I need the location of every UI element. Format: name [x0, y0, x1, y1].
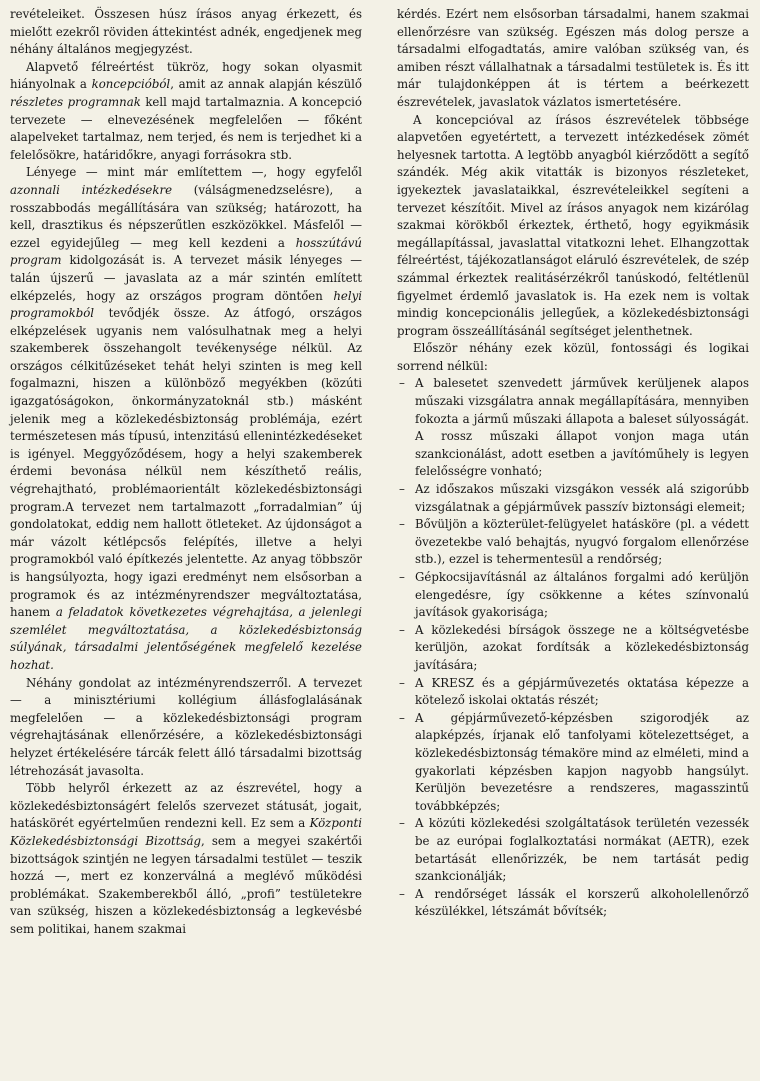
emphasis: a feladatok következetes végrehajtása, a jelenlegi szemlélet megváltoztatása, a közlekedésbiztonság súlyának, társadalmi jelentőségének megfelelő kezelése hozhat.	[10, 605, 362, 672]
paragraph	[10, 780, 362, 938]
emphasis: részletes programnak	[10, 94, 141, 109]
emphasis: helyi programokból	[10, 288, 362, 321]
text-run: , amit az annak alapján készülő	[170, 77, 362, 92]
list-item: – A közúti közlekedési szolgáltatások területén vezessék be az európai foglalkoztatási normákat (AETR), ezek betartását ellenőrizzék, be nem tartását pedig szankcionálják;	[397, 815, 749, 885]
list-item: – A rendőrséget lássák el korszerű alkoholellenőrző készülékkel, létszámát bővítsék;	[397, 886, 749, 921]
paragraph	[10, 164, 362, 674]
paragraph: revételeiket. Összesen húsz írásos anyag érkezett, és mielőtt ezekről röviden áttekintést adnék, engedjenek meg néhány általános megjegyzést.	[10, 7, 362, 57]
list-item: – A KRESZ és a gépjárművezetés oktatása képezze a kötelező iskolai oktatás részét;	[397, 675, 749, 710]
paragraph: Először néhány ezek közül, fontossági és logikai sorrend nélkül:	[397, 341, 749, 373]
paragraph: Néhány gondolat az intézményrendszerről. A tervezet — a minisztériumi kollégium állásfoglalásának megfelelően — a közlekedésbiztonsági program végrehajtásának ellenőrzésére, a közlekedésbiztonsági helyzet értékelésére tárcák felett álló társadalmi bizottság létrehozását javasolta.	[10, 675, 362, 778]
text-run: Lényege — mint már említettem —, hogy egyfelől	[26, 165, 362, 180]
text-run: , sem a megyei szakértői bizottságok szintjén ne legyen társadalmi testület — teszik hozzá —, mert ez konzerválná a meglévő működési problémákat. Szakemberekből álló, „profi” testületekre van szükség, hiszen a közlekedésbiztonság a legkevésbé sem politikai, hanem szakmai	[10, 833, 362, 936]
text-run: (válságmenedzselésre), a rosszabbodás megállítására van szükség; határozott, ha kell, drasztikus és népszerűtlen eszközökkel. Másfelől — ezzel egyidejűleg — meg kell kezdeni a	[10, 182, 362, 250]
proposal-list	[397, 375, 749, 920]
list-item: – Bővüljön a közterület-felügyelet hatásköre (pl. a védett övezetekbe való behajtás, nyugvó forgalom ellenőrzése stb.), ezzel is tehermentesül a rendőrség;	[397, 516, 749, 569]
text-run: kell majd tartalmaznia. A koncepció tervezete — elnevezésének megfelelően — főként alapelveket tartalmaz, nem terjed, és nem is terjedhet ki a felelősökre, határidőkre, anyagi forrásokra stb.	[10, 94, 362, 162]
paragraph	[10, 59, 362, 165]
list-item: – A közlekedési bírságok összege ne a költségvetésbe kerüljön, azokat fordítsák a közlekedésbiztonság javítására;	[397, 622, 749, 675]
emphasis: Központi Közlekedésbiztonsági Bizottság	[10, 816, 362, 848]
text-run: kidolgozását is. A tervezet másik lényeges — talán újszerű — javaslata az a már szintén említett elképzelés, hogy az országos program döntően	[10, 253, 362, 303]
list-item: – A gépjárművezető-képzésben szigorodjék az alapképzés, írjanak elő tanfolyami kötelezettséget, a közlekedésbiztonság témaköre mind az elméleti, mind a gyakorlati képzésben kapjon nagyobb hangsúlyt. Kerüljön bevezetésre a rendszeres, magasszintű továbbképzés;	[397, 710, 749, 816]
text-run: Több helyről érkezett az az észrevétel, hogy a közlekedésbiztonságért felelős szervezet státusát, jogait, hatáskörét egyértelműen rendezni kell. Ez sem a	[10, 781, 362, 831]
left-column	[10, 6, 362, 938]
right-column	[397, 6, 749, 921]
paragraph: A koncepcióval az írásos észrevételek többsége alapvetően egyetértett, a tervezett intézkedések zömét helyesnek tartotta. A legtöbb anyagból kiérződött a segítő szándék. Még akik vitatták is bizonyos részleteket, igyekeztek javaslataikkal, észrevételeikkel segíteni a tervezet készítőit. Mivel az írásos anyagok nem kizárólag szakmai körökből érkeztek, érthető, hogy egyikmásik megállapítással, javaslattal vitatkozni lehet. Elhangzottak félreértést, tájékozatlanságot eláruló észrevételek, de szép számmal érkeztek realitásérzékről tanúskodó, feltétlenül figyelmet érdemlő javaslatok is. Ha ezek nem is voltak mindig koncepcionális jellegűek, a közlekedésbiztonsági program összeállításánál segítséget jelenthetnek.	[397, 112, 749, 338]
list-item: – A balesetet szenvedett járművek kerüljenek alapos műszaki vizsgálatra annak megállapítására, mennyiben fokozta a jármű műszaki állapota a baleset súlyosságát. A rossz műszaki állapot vonjon maga után szankcionálást, adott esetben a javítóműhely is legyen felelősségre vonható;	[397, 375, 749, 481]
list-item: – Az időszakos műszaki vizsgákon vessék alá szigorúbb vizsgálatnak a gépjárművek passzív biztonsági elemeit;	[397, 481, 749, 516]
text-run: tevődjék össze. Az átfogó, országos elképzelések ugyanis nem valósulhatnak meg a helyi szakemberek összehangolt tevékenysége nélkül. Az országos célkitűzéseket tehát helyi szinten is meg kell fogalmazni, hiszen a különböző megyékben (közúti igazgatóságokon, önkormányzatoknál stb.) másként jelenik meg a közlekedésbiztonság problémája, ezért természetesen más típusú, intenzitású ellenintézkedéseket is igényel. Meggyőződésem, hogy a helyi szakemberek érdemi bevonása nélkül nem készíthető reális, végrehajtható, problémaorientált közlekedésbiztonsági program.A tervezet nem tartalmazott „forradalmian” új gondolatokat, eddig nem hallott ötleteket. Az újdonságot a már vázolt kétlépcsős felépítés, illetve a helyi programokból való építkezés jelentette. Az anyag többször is hangsúlyozta, hogy igazi eredményt nem elsősorban a programok és az intézményrendszer megváltoztatása, hanem	[10, 306, 362, 620]
emphasis: hosszútávú program	[10, 235, 362, 268]
emphasis: koncepcióból	[91, 77, 171, 92]
paragraph: kérdés. Ezért nem elsősorban társadalmi, hanem szakmai ellenőrzésre van szükség. Egészen más dolog persze a társadalmi elfogadtatás, amire valóban szükség van, és amiben részt vállalhatnak a társadalmi testületek is. És itt már tulajdonképpen át is tértem a beérkezett észrevételek, javaslatok vázlatos ismertetésére.	[397, 7, 749, 109]
emphasis: azonnali intézkedésekre	[10, 182, 173, 197]
list-item: – Gépkocsijavításnál az általános forgalmi adó kerüljön elengedésre, így csökkenne a kétes színvonalú javítások gyakorisága;	[397, 569, 749, 622]
text-run: Alapvető félreértést tükröz, hogy sokan olyasmit hiányolnak a	[10, 59, 362, 92]
